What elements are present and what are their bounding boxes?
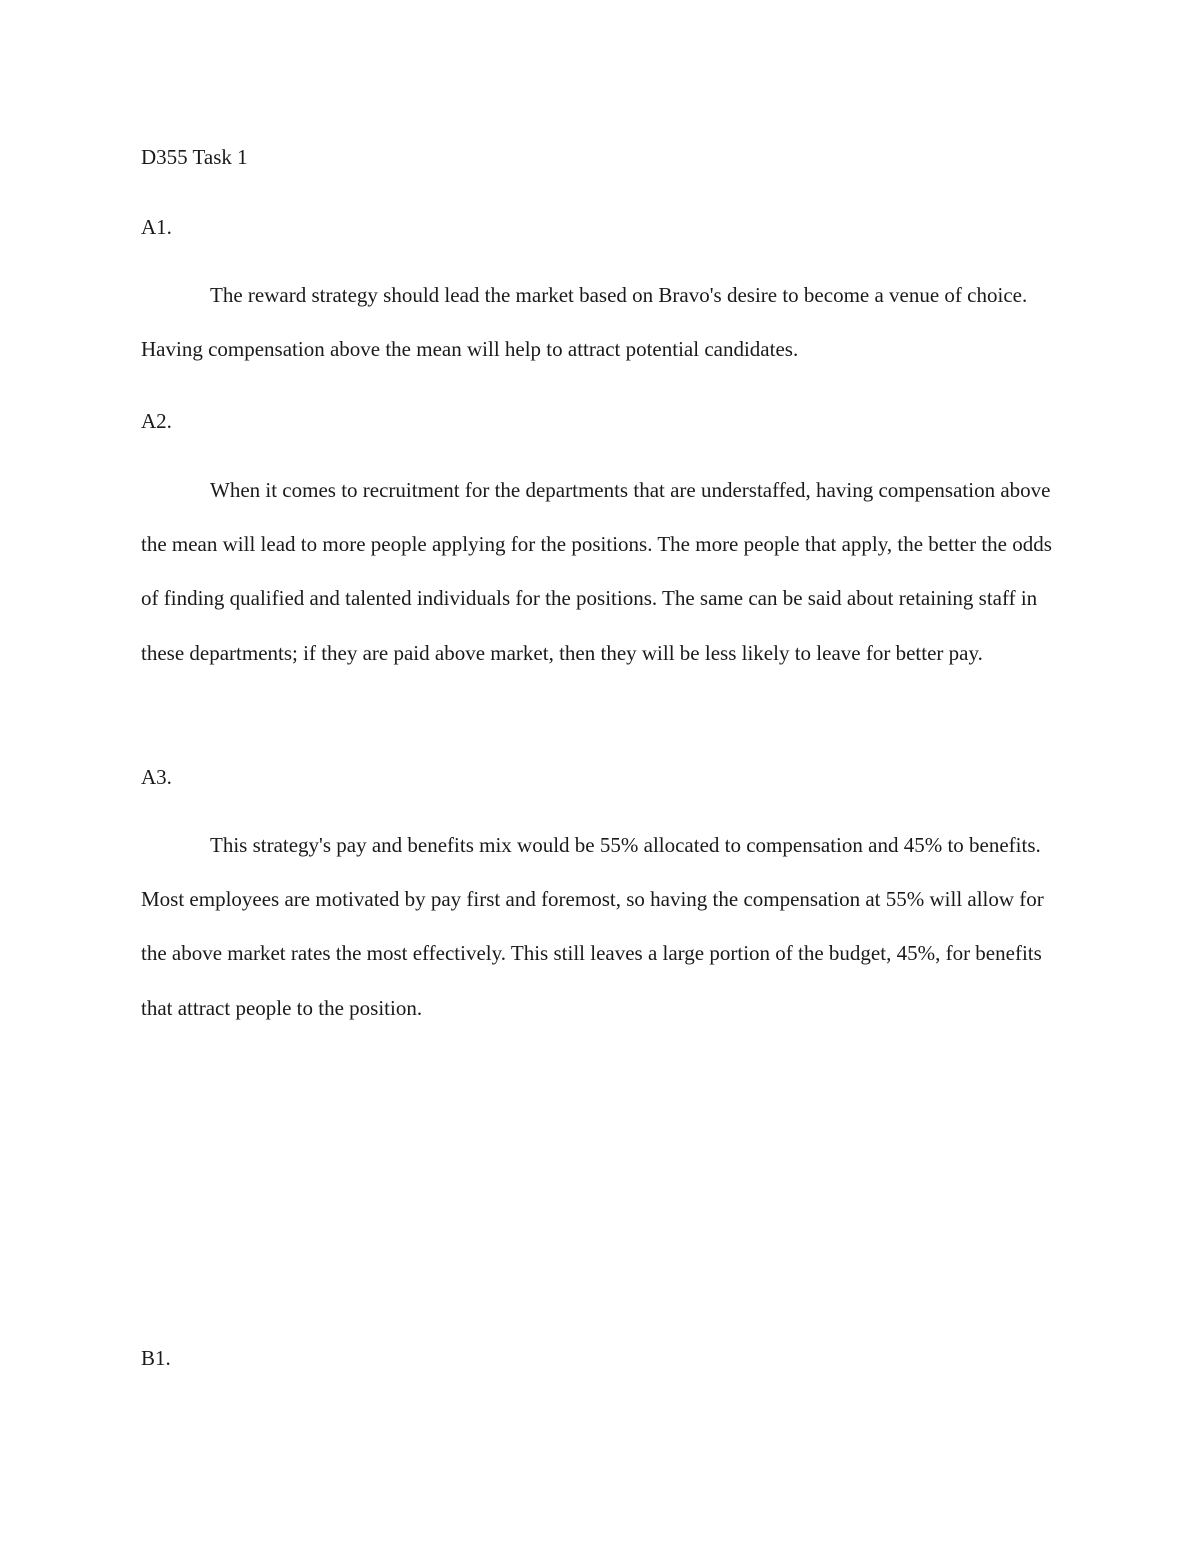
section-heading-a2: A2.	[141, 409, 172, 433]
section-paragraph-a3: This strategy's pay and benefits mix would be 55% allocated to compensation and 45% to benefits. Most employees are motivated by pay first and foremost, so having the compensation at 55% will allow for the above market rates the most effectively. This still leaves a large portion of the budget, 45%, for benefits that attract people to the position.	[141, 833, 1044, 1020]
section-paragraph-a2: When it comes to recruitment for the departments that are understaffed, having compensation above the mean will lead to more people applying for the positions. The more people that apply, the better the odds of finding qualified and talented individuals for the positions. The same can be said about retaining staff in these departments; if they are paid above market, then they will be less likely to leave for better pay.	[141, 478, 1052, 665]
section-heading-a1: A1.	[141, 215, 172, 239]
document-title: D355 Task 1	[141, 145, 248, 169]
section-heading-b1: B1.	[141, 1346, 171, 1370]
section-heading-a3: A3.	[141, 765, 172, 789]
section-paragraph-a1: The reward strategy should lead the market based on Bravo's desire to become a venue of choice. Having compensation above the mean will help to attract potential candidates.	[141, 283, 1028, 362]
